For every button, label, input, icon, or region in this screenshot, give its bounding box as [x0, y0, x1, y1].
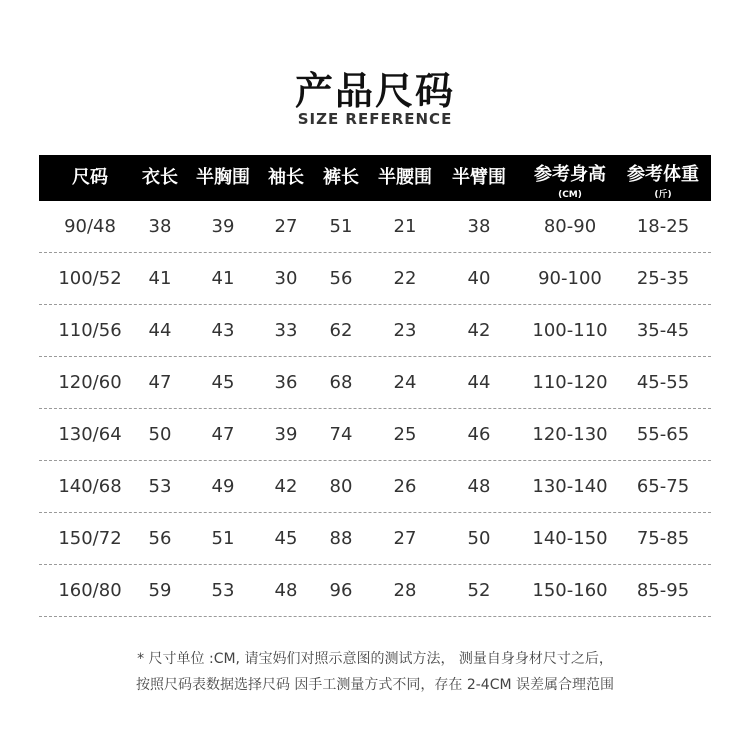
table-cell: 45 [211, 372, 235, 393]
table-row [39, 409, 711, 461]
table-cell: 27 [393, 528, 417, 549]
table-cell: 41 [211, 268, 235, 289]
table-cell: 55-65 [636, 424, 690, 445]
table-cell: 35-45 [636, 320, 690, 341]
table-cell: 41 [148, 268, 172, 289]
table-cell: 160/80 [58, 580, 122, 601]
table-cell: 80 [329, 476, 353, 497]
table-cell: 28 [393, 580, 417, 601]
table-cell: 85-95 [636, 580, 690, 601]
unit-label: (CM) [558, 190, 582, 200]
table-cell: 42 [467, 320, 491, 341]
col-header-pants-length: 裤长 [323, 167, 359, 188]
col-header-half-chest: 半胸围 [196, 167, 250, 188]
table-cell: 30 [274, 268, 298, 289]
col-header-ref-height: 参考身高 (CM) [525, 155, 615, 201]
table-row [39, 513, 711, 565]
table-body [39, 201, 711, 617]
table-cell: 50 [467, 528, 491, 549]
page-subtitle: SIZE REFERENCE [297, 110, 453, 128]
table-cell: 110/56 [58, 320, 122, 341]
table-cell: 88 [329, 528, 353, 549]
table-cell: 56 [329, 268, 353, 289]
table-cell: 140/68 [58, 476, 122, 497]
size-table [39, 155, 711, 617]
table-cell: 62 [329, 320, 353, 341]
table-cell: 80-90 [543, 216, 597, 237]
col-header-sleeve: 袖长 [268, 167, 304, 188]
table-cell: 22 [393, 268, 417, 289]
table-cell: 39 [211, 216, 235, 237]
table-cell: 44 [467, 372, 491, 393]
table-cell: 47 [211, 424, 235, 445]
unit-label: (斤) [654, 190, 672, 200]
table-cell: 38 [467, 216, 491, 237]
table-cell: 90-100 [538, 268, 602, 289]
table-cell: 36 [274, 372, 298, 393]
table-row [39, 461, 711, 513]
table-cell: 53 [211, 580, 235, 601]
col-header-ref-weight: 参考体重 (斤) [615, 155, 711, 201]
footnote-line: 按照尺码表数据选择尺码 因手工测量方式不同，存在 2-4CM 误差属合理范围 [135, 677, 615, 693]
table-cell: 53 [148, 476, 172, 497]
footnote [0, 646, 750, 698]
table-cell: 45 [274, 528, 298, 549]
table-cell: 44 [148, 320, 172, 341]
table-cell: 52 [467, 580, 491, 601]
table-cell: 40 [467, 268, 491, 289]
table-row [39, 565, 711, 617]
table-cell: 48 [467, 476, 491, 497]
table-cell: 24 [393, 372, 417, 393]
table-cell: 42 [274, 476, 298, 497]
table-cell: 25 [393, 424, 417, 445]
table-cell: 18-25 [636, 216, 690, 237]
table-cell: 120-130 [532, 424, 608, 445]
table-cell: 23 [393, 320, 417, 341]
table-cell: 45-55 [636, 372, 690, 393]
table-cell: 150-160 [532, 580, 608, 601]
table-cell: 50 [148, 424, 172, 445]
table-cell: 43 [211, 320, 235, 341]
table-cell: 130-140 [532, 476, 608, 497]
table-cell: 130/64 [58, 424, 122, 445]
table-cell: 39 [274, 424, 298, 445]
table-cell: 49 [211, 476, 235, 497]
table-cell: 48 [274, 580, 298, 601]
table-cell: 110-120 [532, 372, 608, 393]
table-cell: 75-85 [636, 528, 690, 549]
table-cell: 100/52 [58, 268, 122, 289]
footnote-line: * 尺寸单位 :CM, 请宝妈们对照示意图的测试方法， 测量自身身材尺寸之后， [137, 651, 613, 667]
table-cell: 56 [148, 528, 172, 549]
table-cell: 100-110 [532, 320, 608, 341]
table-cell: 26 [393, 476, 417, 497]
table-header [39, 155, 711, 201]
table-cell: 68 [329, 372, 353, 393]
table-cell: 27 [274, 216, 298, 237]
page-title: 产品尺码 [294, 69, 455, 113]
table-row [39, 201, 711, 253]
table-cell: 51 [211, 528, 235, 549]
table-cell: 25-35 [636, 268, 690, 289]
table-row [39, 253, 711, 305]
table-cell: 150/72 [58, 528, 122, 549]
table-cell: 46 [467, 424, 491, 445]
col-header-half-waist: 半腰围 [378, 167, 432, 188]
table-cell: 90/48 [64, 216, 116, 237]
table-cell: 51 [329, 216, 353, 237]
table-cell: 120/60 [58, 372, 122, 393]
col-header-length: 衣长 [142, 167, 178, 188]
col-header-half-arm: 半臂围 [452, 167, 506, 188]
table-row [39, 305, 711, 357]
table-cell: 96 [329, 580, 353, 601]
table-row [39, 357, 711, 409]
table-cell: 38 [148, 216, 172, 237]
table-cell: 33 [274, 320, 298, 341]
table-cell: 47 [148, 372, 172, 393]
table-cell: 65-75 [636, 476, 690, 497]
col-header-size: 尺码 [72, 167, 108, 188]
table-cell: 140-150 [532, 528, 608, 549]
table-cell: 59 [148, 580, 172, 601]
table-cell: 21 [393, 216, 417, 237]
table-cell: 74 [329, 424, 353, 445]
